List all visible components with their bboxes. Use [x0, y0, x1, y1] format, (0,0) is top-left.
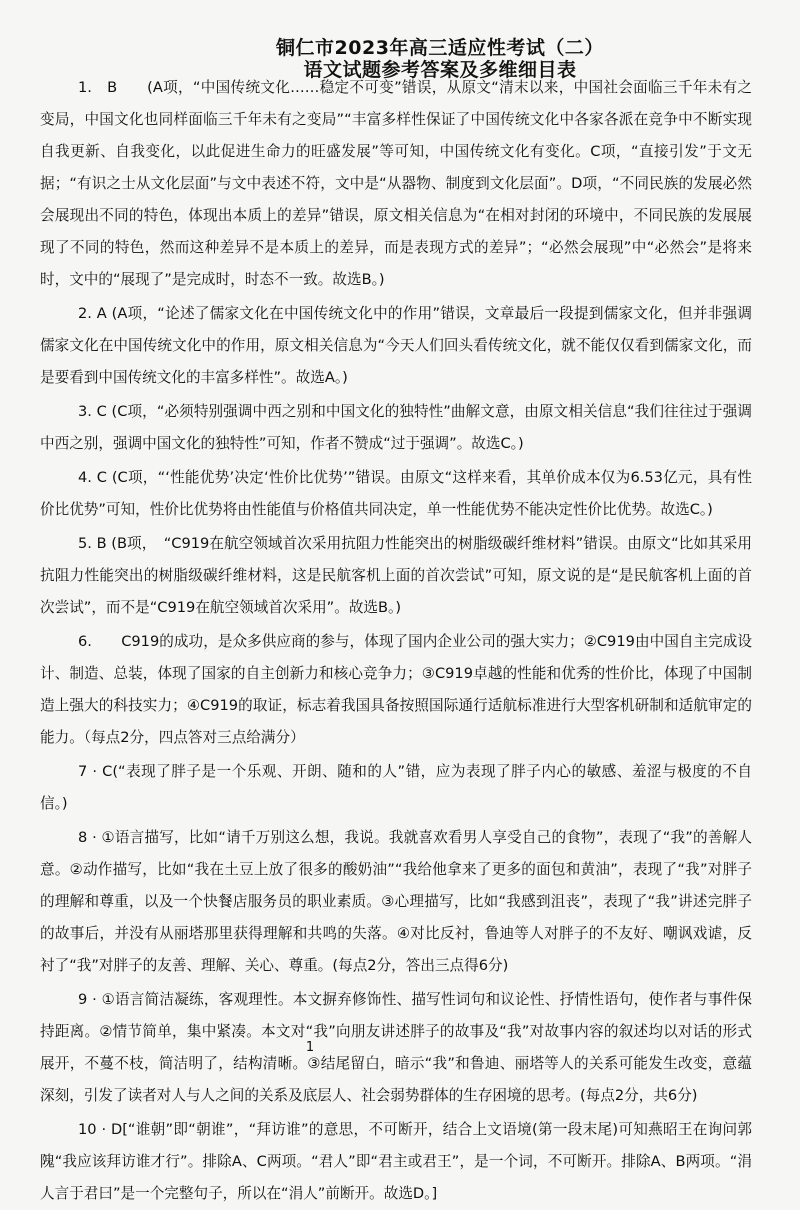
answer-item-4: 4. C (C项，“‘性能优势’决定‘性价比优势’”错误。由原文“这样来看，其单价成本仅为6.53亿元，具有性价比优势”可知，性价比优势将由性能值与价格值共同决定，单一性能优势不能决定性价比优势。故选C。) — [40, 469, 752, 518]
page-subtitle: 语文试题参考答案及多维细目表 — [303, 59, 577, 81]
answer-item-10: 10 · D[“谁朝”即“朝谁”，“拜访谁”的意思，不可断开，结合上文语境(第一段末尾)可知燕昭王在询问郭隗“我应该拜访谁才行”。排除A、C两项。“君人”即“君主或君王”，是一个词，不可断开。排除A、B两项。“涓人言于君曰”是一个完整句子，所以在“涓人”前断开。故选D。] — [40, 1121, 752, 1202]
page-number: 1 — [305, 1040, 315, 1055]
answer-item-8: 8 · ①语言描写，比如“请千万别这么想，我说。我就喜欢看男人享受自己的食物”，表现了“我”的善解人意。②动作描写，比如“我在土豆上放了很多的酸奶油”“我给他拿来了更多的面包和黄油”，表现了“我”对胖子的理解和尊重，以及一个快餐店服务员的职业素质。③心理描写，比如“我感到沮丧”，表现了“我”讲述完胖子的故事后，并没有从丽塔那里获得理解和共鸣的失落。④对比反衬，鲁迪等人对胖子的不友好、嘲讽戏谑，反衬了“我”对胖子的友善、理解、关心、尊重。(每点2分，答出三点得6分) — [40, 829, 752, 974]
answer-item-3: 3. C (C项，“必须特别强调中西之别和中国文化的独特性”曲解文意，由原文相关信息“我们往往过于强调中西之别，强调中国文化的独特性”可知，作者不赞成“过于强调”。故选C。) — [40, 403, 752, 452]
answer-item-2: 2. A (A项，“论述了儒家文化在中国传统文化中的作用”错误，文章最后一段提到儒家文化，但并非强调儒家文化在中国传统文化中的作用，原文相关信息为“今天人们回头看传统文化，就不能仅仅看到儒家文化，而是要看到中国传统文化的丰富多样性”。故选A。) — [40, 305, 752, 386]
answer-list — [40, 72, 752, 1210]
answer-item-6: 6. C919的成功，是众多供应商的参与，体现了国内企业公司的强大实力；②C919由中国自主完成设计、制造、总装，体现了国家的自主创新力和核心竞争力；③C919卓越的性能和优秀的性价比，体现了中国制造上强大的科技实力；④C919的取证，标志着我国具备按照国际通行适航标准进行大型客机研制和适航审定的能力。（每点2分，四点答对三点给满分） — [40, 633, 752, 746]
answer-item-9: 9 · ①语言简洁凝练，客观理性。本文摒弃修饰性、描写性词句和议论性、抒情性语句，使作者与事件保持距离。②情节简单，集中紧凑。本文对“我”向朋友讲述胖子的故事及“我”对故事内容的叙述均以对话的形式展开，不蔓不枝，简洁明了，结构清晰。③结尾留白，暗示“我”和鲁迪、丽塔等人的关系可能发生改变，意蕴深刻，引发了读者对人与人之间的关系及底层人、社会弱势群体的生存困境的思考。(每点2分，共6分) — [40, 991, 752, 1104]
answer-item-7: 7 · C(“表现了胖子是一个乐观、开朗、随和的人”错，应为表现了胖子内心的敏感、羞涩与极度的不自信。) — [40, 763, 752, 812]
page-title: 铜仁市2023年高三适应性考试（二） — [276, 37, 604, 59]
answer-item-1: 1. B (A项，“中国传统文化……稳定不可变”错误，从原文“清末以来，中国社会面临三千年未有之变局，中国文化也同样面临三千年未有之变局”“丰富多样性保证了中国传统文化中各家各派在竞争中不断实现自我更新、自我变化，以此促进生命力的旺盛发展”等可知，中国传统文化有变化。C项，“直接引发”于文无据；“有识之士从文化层面”与文中表述不符，文中是“从器物、制度到文化层面”。D项，“不同民族的发展必然会展现出不同的特色，体现出本质上的差异”错误，原文相关信息为“在相对封闭的环境中，不同民族的发展展现了不同的特色，然而这种差异不是本质上的差异，而是表现方式的差异”；“必然会展现”中“必然会”是将来时，文中的“展现了”是完成时，时态不一致。故选B。) — [40, 79, 752, 288]
answer-item-5: 5. B (B项， “C919在航空领域首次采用抗阻力性能突出的树脂级碳纤维材料”错误。由原文“比如其采用抗阻力性能突出的树脂级碳纤维材料，这是民航客机上面的首次尝试”可知，原文说的是“是民航客机上面的首次尝试”，而不是“C919在航空领域首次采用”。故选B。) — [40, 535, 752, 616]
